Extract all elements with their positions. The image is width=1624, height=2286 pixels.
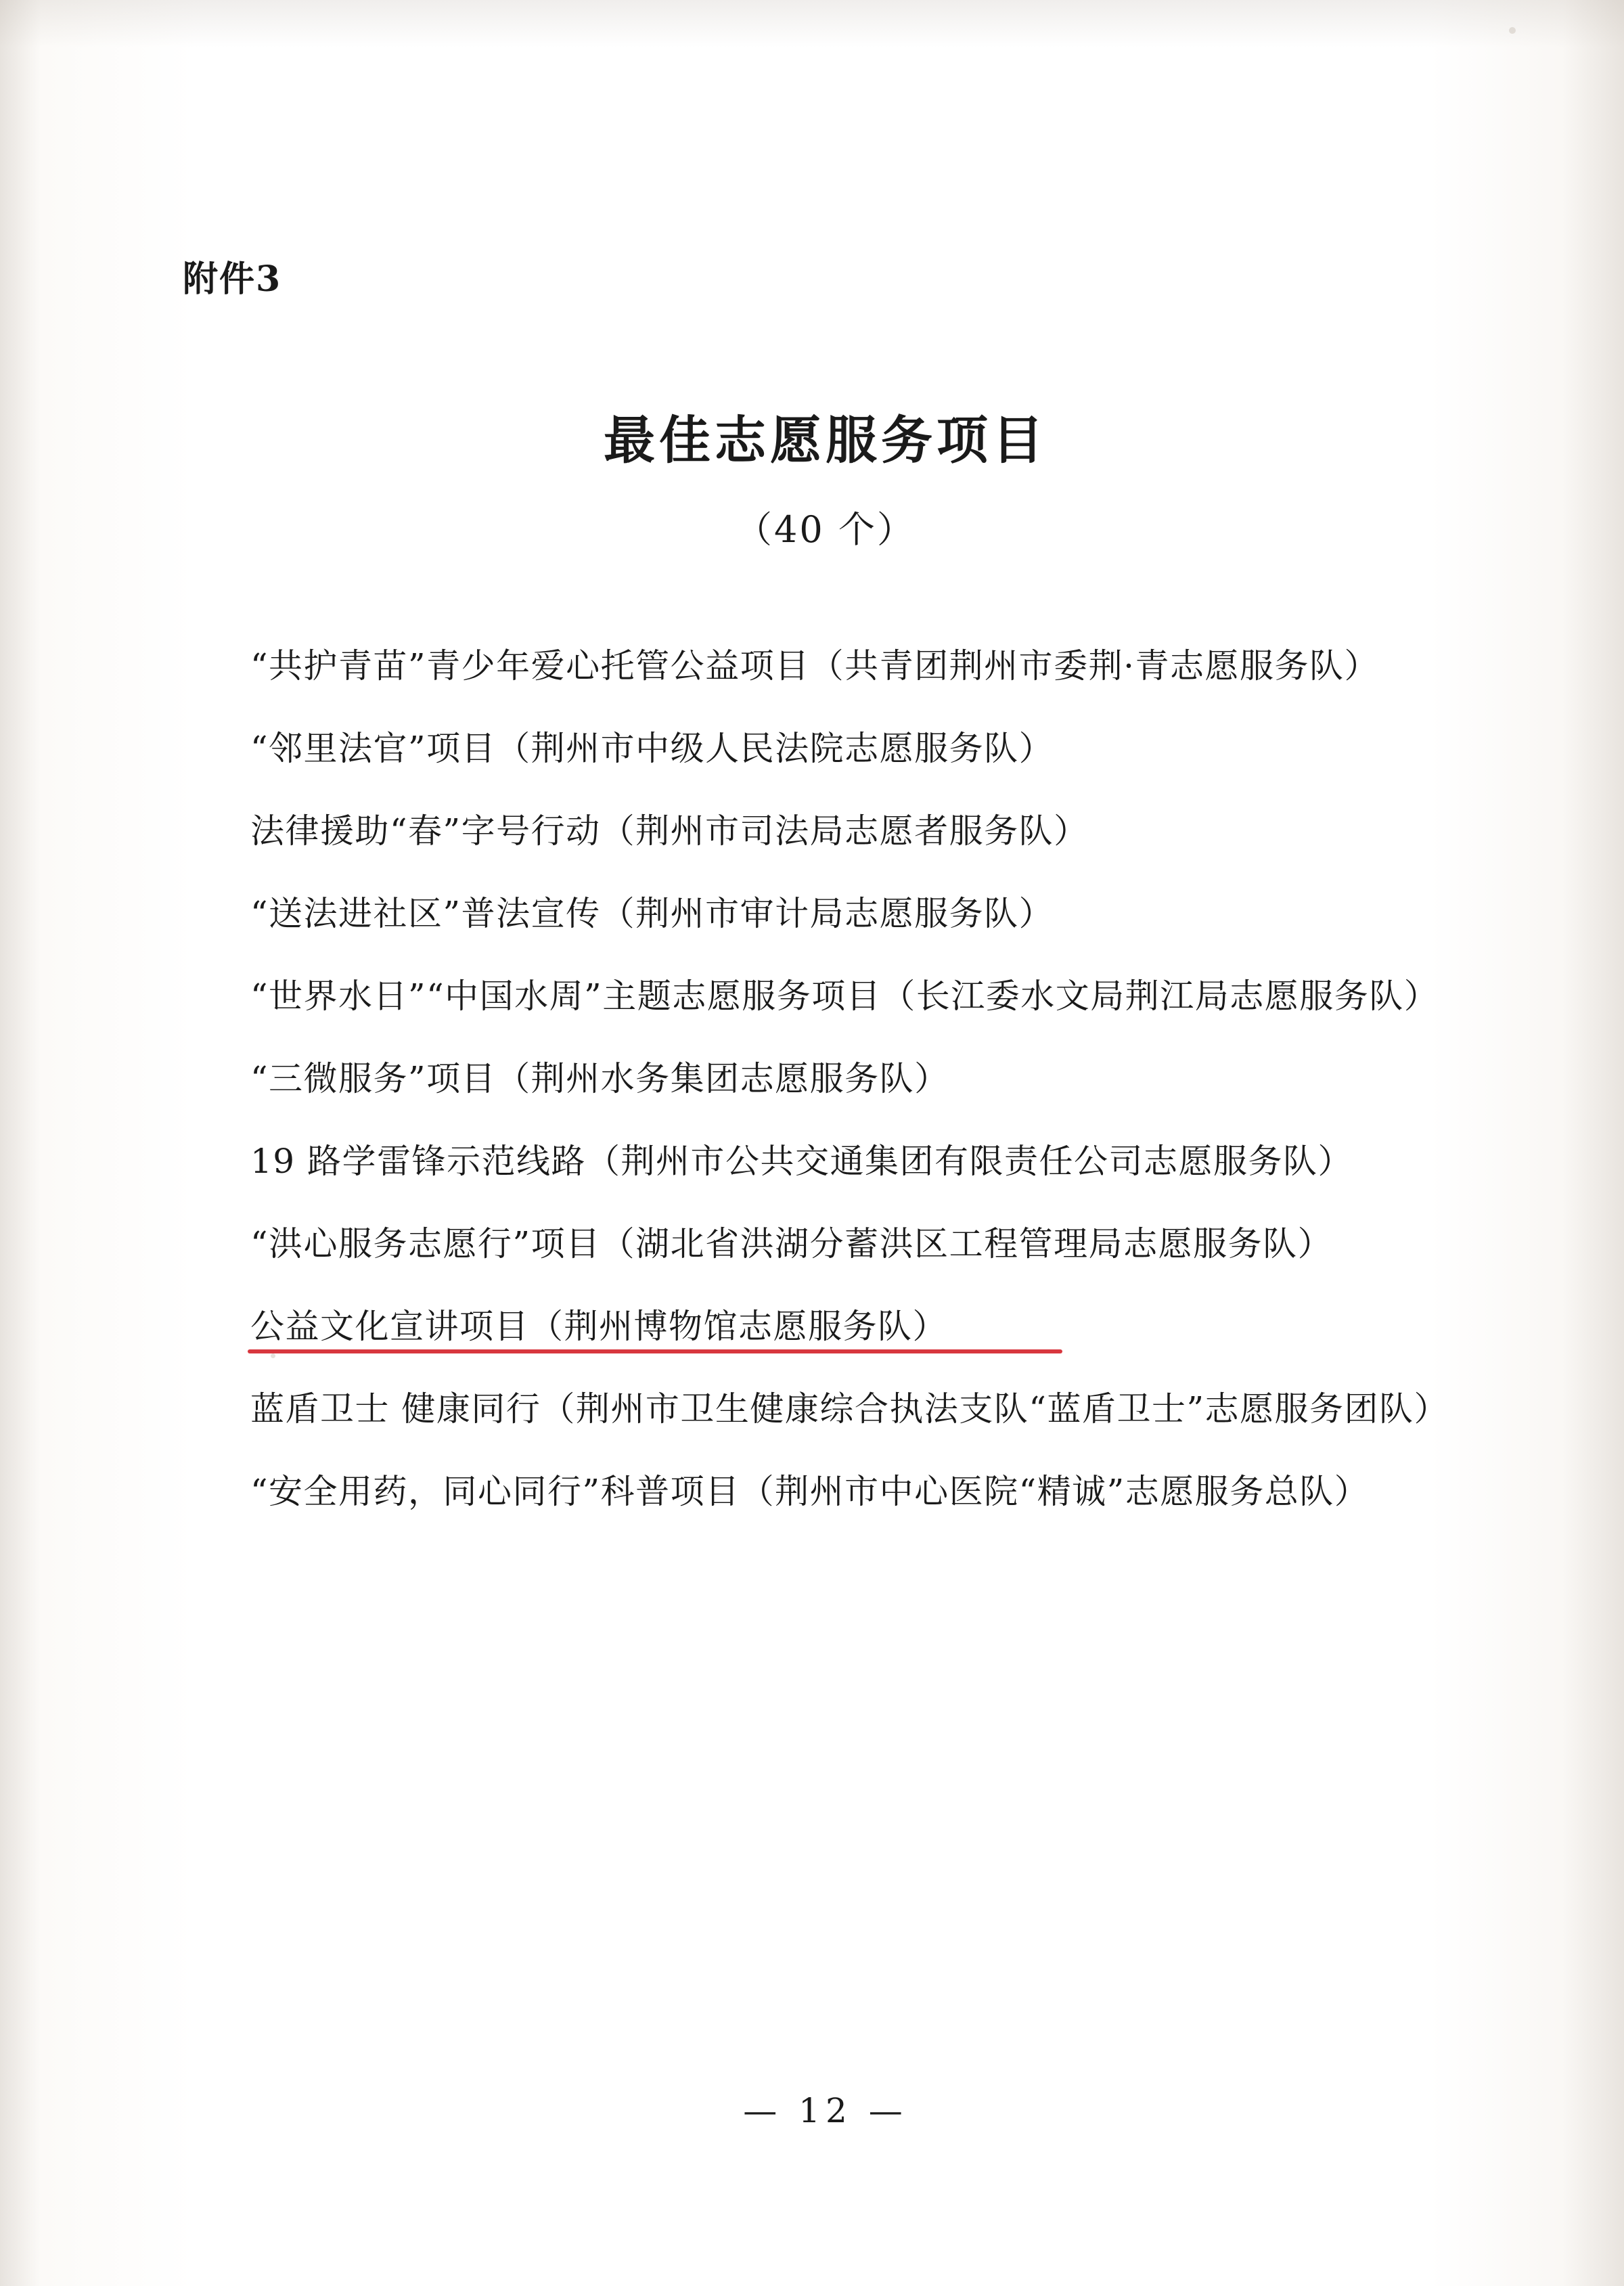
page-title: 最佳志愿服务项目 — [604, 410, 1047, 470]
list-item: “世界水日”“中国水周”主题志愿服务项目（长江委水文局荆江局志愿服务队） — [250, 977, 1439, 1016]
page-number: — 12 — — [743, 2091, 908, 2130]
page-subtitle: （40 个） — [736, 508, 916, 551]
project-list — [183, 629, 1455, 1538]
list-item: “邻里法官”项目（荆州市中级人民法院志愿服务队） — [250, 729, 1054, 768]
list-item: “安全用药，同心同行”科普项目（荆州市中心医院“精诚”志愿服务总队） — [250, 1472, 1370, 1511]
list-item: 蓝盾卫士 健康同行（荆州市卫生健康综合执法支队“蓝盾卫士”志愿服务团队） — [250, 1389, 1449, 1429]
list-item: “洪心服务志愿行”项目（湖北省洪湖分蓄洪区工程管理局志愿服务队） — [250, 1224, 1333, 1263]
list-item: “三微服务”项目（荆州水务集团志愿服务队） — [250, 1059, 949, 1098]
document-content — [183, 0, 1468, 2286]
list-item-highlighted: 公益文化宣讲项目（荆州博物馆志愿服务队） — [250, 1307, 947, 1346]
attachment-label: 附件3 — [183, 259, 282, 300]
list-item: 法律援助“春”字号行动（荆州市司法局志愿者服务队） — [250, 811, 1089, 851]
highlighted-list-item-wrapper — [183, 1290, 1455, 1363]
list-item: 19 路学雷锋示范线路（荆州市公共交通集团有限责任公司志愿服务队） — [250, 1142, 1353, 1181]
scan-speck — [1509, 27, 1516, 34]
list-item: “送法进社区”普法宣传（荆州市审计局志愿服务队） — [250, 894, 1054, 933]
list-item: “共护青苗”青少年爱心托管公益项目（共青团荆州市委荆·青志愿服务队） — [250, 646, 1380, 686]
